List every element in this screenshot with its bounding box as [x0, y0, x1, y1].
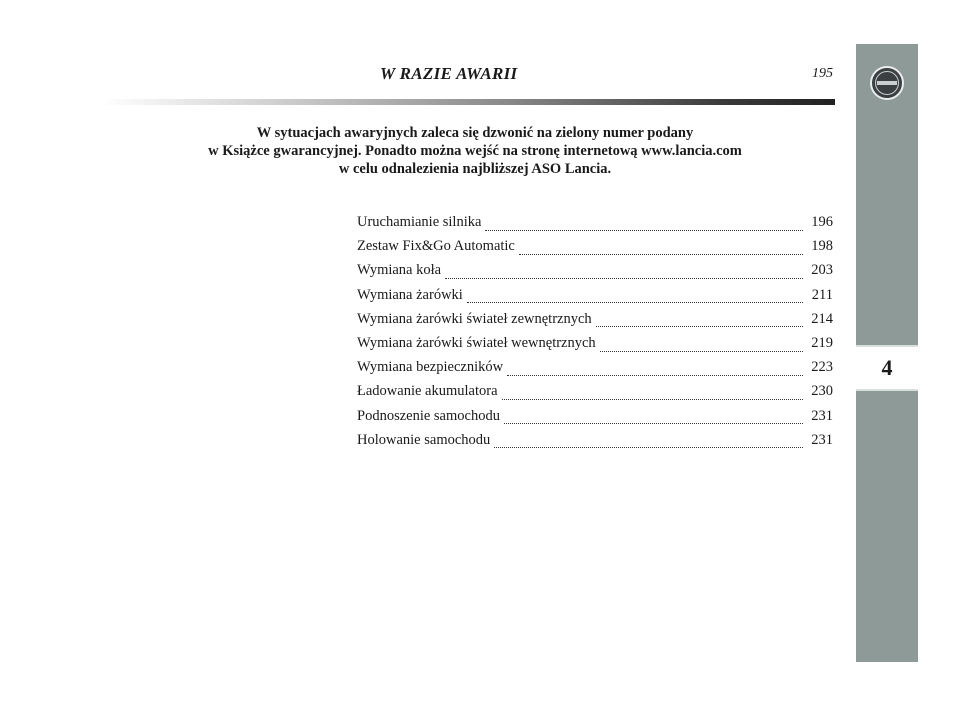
- toc-item-label: Uruchamianie silnika: [357, 214, 482, 230]
- toc-item-page: 219: [811, 334, 833, 351]
- toc-item-page: 196: [811, 214, 833, 230]
- toc-leader: [502, 399, 803, 400]
- toc-item[interactable]: [357, 262, 833, 286]
- toc-leader: [519, 254, 803, 255]
- toc-item[interactable]: [357, 311, 833, 335]
- toc-item[interactable]: [357, 214, 833, 238]
- toc-item-page: 203: [811, 262, 833, 279]
- toc-item[interactable]: [357, 383, 833, 407]
- toc-item[interactable]: [357, 287, 833, 311]
- toc-leader: [596, 326, 803, 327]
- toc-item[interactable]: [357, 432, 833, 456]
- toc-item[interactable]: [357, 408, 833, 432]
- toc-item[interactable]: [357, 238, 833, 262]
- toc-leader: [467, 302, 803, 303]
- intro-line: w Książce gwarancyjnej. Ponadto można wejść na stronę internetową www.lancia.com: [208, 143, 742, 159]
- lancia-logo-icon: [870, 66, 904, 100]
- toc-leader: [507, 375, 803, 376]
- toc-item-page: 214: [811, 310, 833, 327]
- toc-leader: [485, 230, 803, 231]
- intro-line: W sytuacjach awaryjnych zaleca się dzwonić na zielony numer podany: [256, 125, 694, 141]
- toc-item[interactable]: [357, 359, 833, 383]
- toc-item-label: Ładowanie akumulatora: [357, 383, 498, 400]
- toc-item-page: 198: [811, 238, 833, 255]
- header-rule: [100, 99, 835, 105]
- table-of-contents: [357, 214, 833, 456]
- toc-leader: [504, 423, 803, 424]
- toc-leader: [494, 447, 803, 448]
- chapter-tab[interactable]: 4: [856, 345, 918, 391]
- toc-item-label: Podnoszenie samochodu: [357, 407, 500, 424]
- toc-item-label: Holowanie samochodu: [357, 431, 491, 448]
- toc-item-page: 230: [811, 383, 833, 400]
- toc-item-page: 223: [811, 359, 833, 376]
- toc-item-label: Wymiana żarówki świateł wewnętrznych: [357, 334, 596, 351]
- toc-item-label: Wymiana żarówki: [357, 286, 463, 303]
- intro-text: [130, 124, 820, 178]
- toc-leader: [445, 278, 803, 279]
- toc-item-label: Wymiana bezpieczników: [357, 359, 504, 376]
- toc-item-label: Zestaw Fix&Go Automatic: [357, 238, 515, 255]
- chapter-title: W RAZIE AWARII: [380, 64, 518, 83]
- toc-item-label: Wymiana żarówki świateł zewnętrznych: [357, 310, 592, 327]
- intro-line: w celu odnalezienia najbliższej ASO Lancia.: [338, 161, 612, 177]
- toc-item[interactable]: [357, 335, 833, 359]
- toc-item-label: Wymiana koła: [357, 262, 442, 279]
- page-number: 195: [812, 66, 833, 81]
- toc-item-page: 211: [811, 286, 833, 303]
- toc-leader: [600, 351, 803, 352]
- toc-item-page: 231: [811, 407, 833, 424]
- toc-item-page: 231: [811, 431, 833, 448]
